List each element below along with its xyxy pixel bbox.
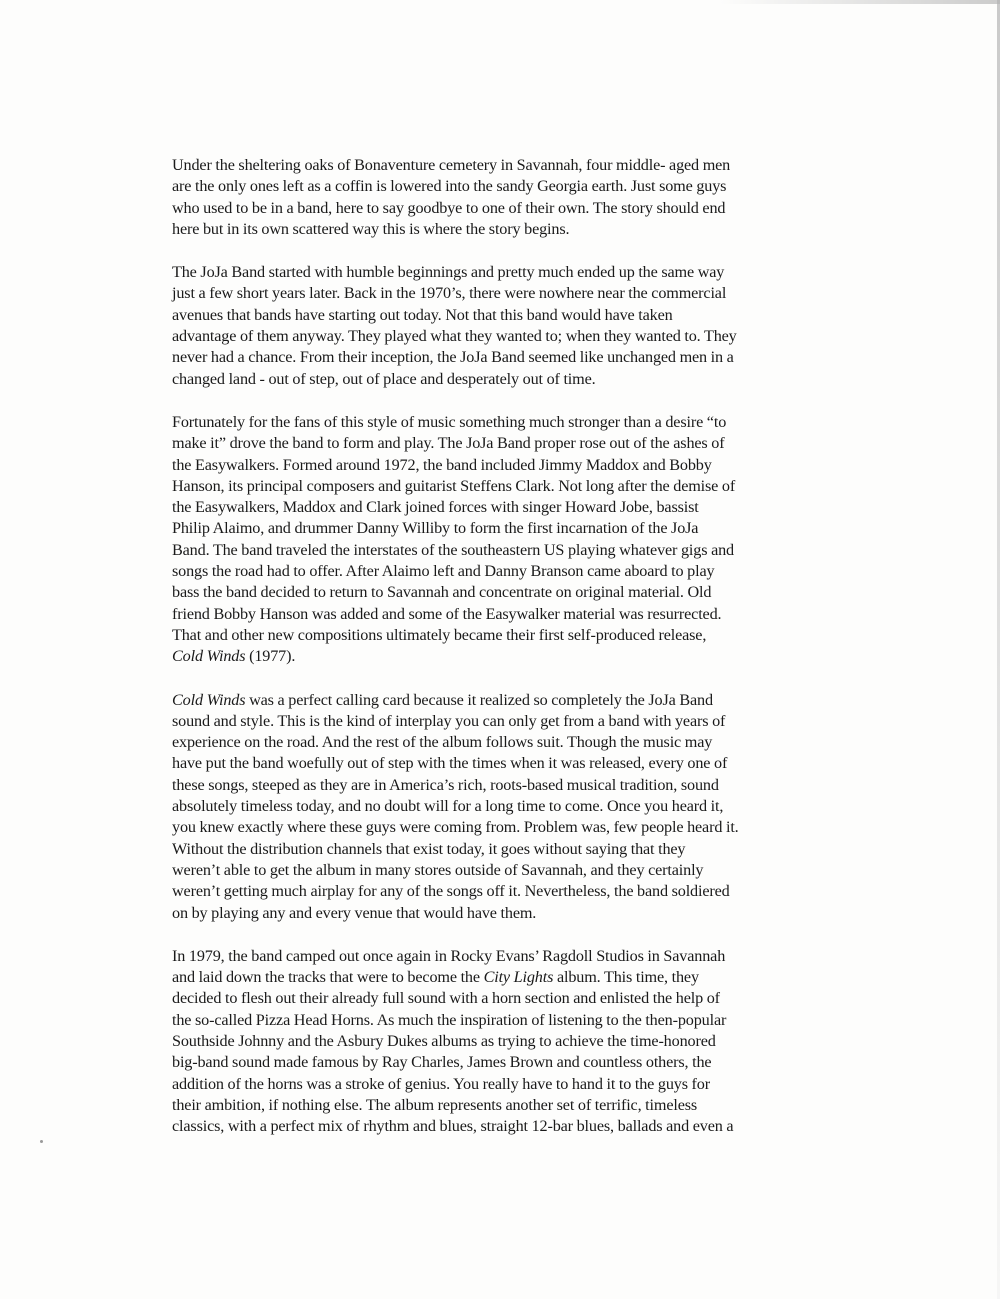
text-line: these songs, steeped as they are in America’s rich, roots-based musical tradition, sound: [172, 775, 719, 794]
text-line: The JoJa Band started with humble beginnings and pretty much ended up the same way: [172, 263, 725, 282]
paragraph-3: [172, 412, 834, 668]
text-line: absolutely timeless today, and no doubt will for a long time to come. Once you heard it,: [172, 797, 724, 816]
text-line: and laid down the tracks that were to become the City Lights album. This time, they: [172, 968, 699, 987]
text-line: their ambition, if nothing else. The album represents another set of terrific, timeless: [172, 1095, 698, 1114]
text-line: songs the road had to offer. After Alaimo left and Danny Branson came aboard to play: [172, 562, 715, 581]
italic-title: City Lights: [483, 968, 554, 987]
text-line: Under the sheltering oaks of Bonaventure cemetery in Savannah, four middle- aged men: [172, 156, 731, 174]
document-body: [172, 155, 834, 1159]
text-line: classics, with a perfect mix of rhythm and blues, straight 12-bar blues, ballads and even a: [172, 1117, 734, 1136]
text-line: Fortunately for the fans of this style of music something much stronger than a desire “to: [172, 412, 727, 431]
paragraph-4: [172, 690, 834, 924]
text-line: Philip Alaimo, and drummer Danny Williby to form the first incarnation of the JoJa: [172, 519, 699, 538]
text-line: here but in its own scattered way this is where the story begins.: [172, 219, 570, 238]
text-line: changed land - out of step, out of place and desperately out of time.: [172, 369, 596, 388]
text-line: make it” drove the band to form and play. The JoJa Band proper rose out of the ashes of: [172, 434, 725, 453]
text-line: the Easywalkers, Maddox and Clark joined forces with singer Howard Jobe, bassist: [172, 498, 699, 517]
text-line: weren’t able to get the album in many stores outside of Savannah, and they certainly: [172, 860, 704, 879]
text-line: avenues that bands have starting out today. Not that this band would have taken: [172, 305, 673, 324]
italic-title: Cold Winds: [172, 690, 246, 709]
text-line: who used to be in a band, here to say goodbye to one of their own. The story should end: [172, 198, 726, 217]
text-line: on by playing any and every venue that would have them.: [172, 903, 537, 922]
text-line: never had a chance. From their inception, the JoJa Band seemed like unchanged men in a: [172, 348, 734, 367]
text-line: Cold Winds was a perfect calling card because it realized so completely the JoJa Band: [172, 690, 713, 709]
scan-speck: [40, 1140, 43, 1143]
text-line: Cold Winds (1977).: [172, 647, 296, 666]
text-line: That and other new compositions ultimately became their first self-produced release,: [172, 625, 707, 644]
text-line: are the only ones left as a coffin is lowered into the sandy Georgia earth. Just some guys: [172, 177, 727, 196]
text-line: just a few short years later. Back in the 1970’s, there were nowhere near the commercial: [172, 284, 727, 303]
paragraph-1: [172, 155, 834, 240]
text-line: big-band sound made famous by Ray Charles, James Brown and countless others, the: [172, 1053, 712, 1072]
text-line: addition of the horns was a stroke of genius. You really have to hand it to the guys for: [172, 1074, 710, 1093]
text-line: decided to flesh out their already full sound with a horn section and enlisted the help of: [172, 989, 720, 1008]
text-line: sound and style. This is the kind of interplay you can only get from a band with years of: [172, 711, 726, 730]
text-line: experience on the road. And the rest of the album follows suit. Though the music may: [172, 733, 713, 752]
text-line: friend Bobby Hanson was added and some of the Easywalker material was resurrected.: [172, 604, 722, 623]
text-line: In 1979, the band camped out once again in Rocky Evans’ Ragdoll Studios in Savannah: [172, 946, 726, 965]
text-line: the so-called Pizza Head Horns. As much the inspiration of listening to the then-popular: [172, 1010, 727, 1029]
text-line: you knew exactly where these guys were coming from. Problem was, few people heard it.: [172, 818, 739, 837]
scan-edge-top: [720, 0, 1000, 4]
paragraph-2: [172, 262, 834, 390]
text-line: the Easywalkers. Formed around 1972, the band included Jimmy Maddox and Bobby: [172, 455, 712, 474]
text-line: Hanson, its principal composers and guitarist Steffens Clark. Not long after the demise of: [172, 476, 736, 495]
text-line: have put the band woefully out of step with the times when it was released, every one of: [172, 754, 728, 773]
paragraph-5: [172, 946, 834, 1138]
text-line: bass the band decided to return to Savannah and concentrate on original material. Old: [172, 583, 712, 602]
text-line: Without the distribution channels that exist today, it goes without saying that they: [172, 839, 686, 858]
text-line: Band. The band traveled the interstates of the southeastern US playing whatever gigs and: [172, 540, 734, 559]
text-line: weren’t getting much airplay for any of the songs off it. Nevertheless, the band soldiered: [172, 882, 730, 901]
text-line: Southside Johnny and the Asbury Dukes albums as trying to achieve the time-honored: [172, 1031, 716, 1050]
text-line: advantage of them anyway. They played what they wanted to; when they wanted to. They: [172, 327, 737, 346]
italic-title: Cold Winds: [172, 647, 246, 666]
